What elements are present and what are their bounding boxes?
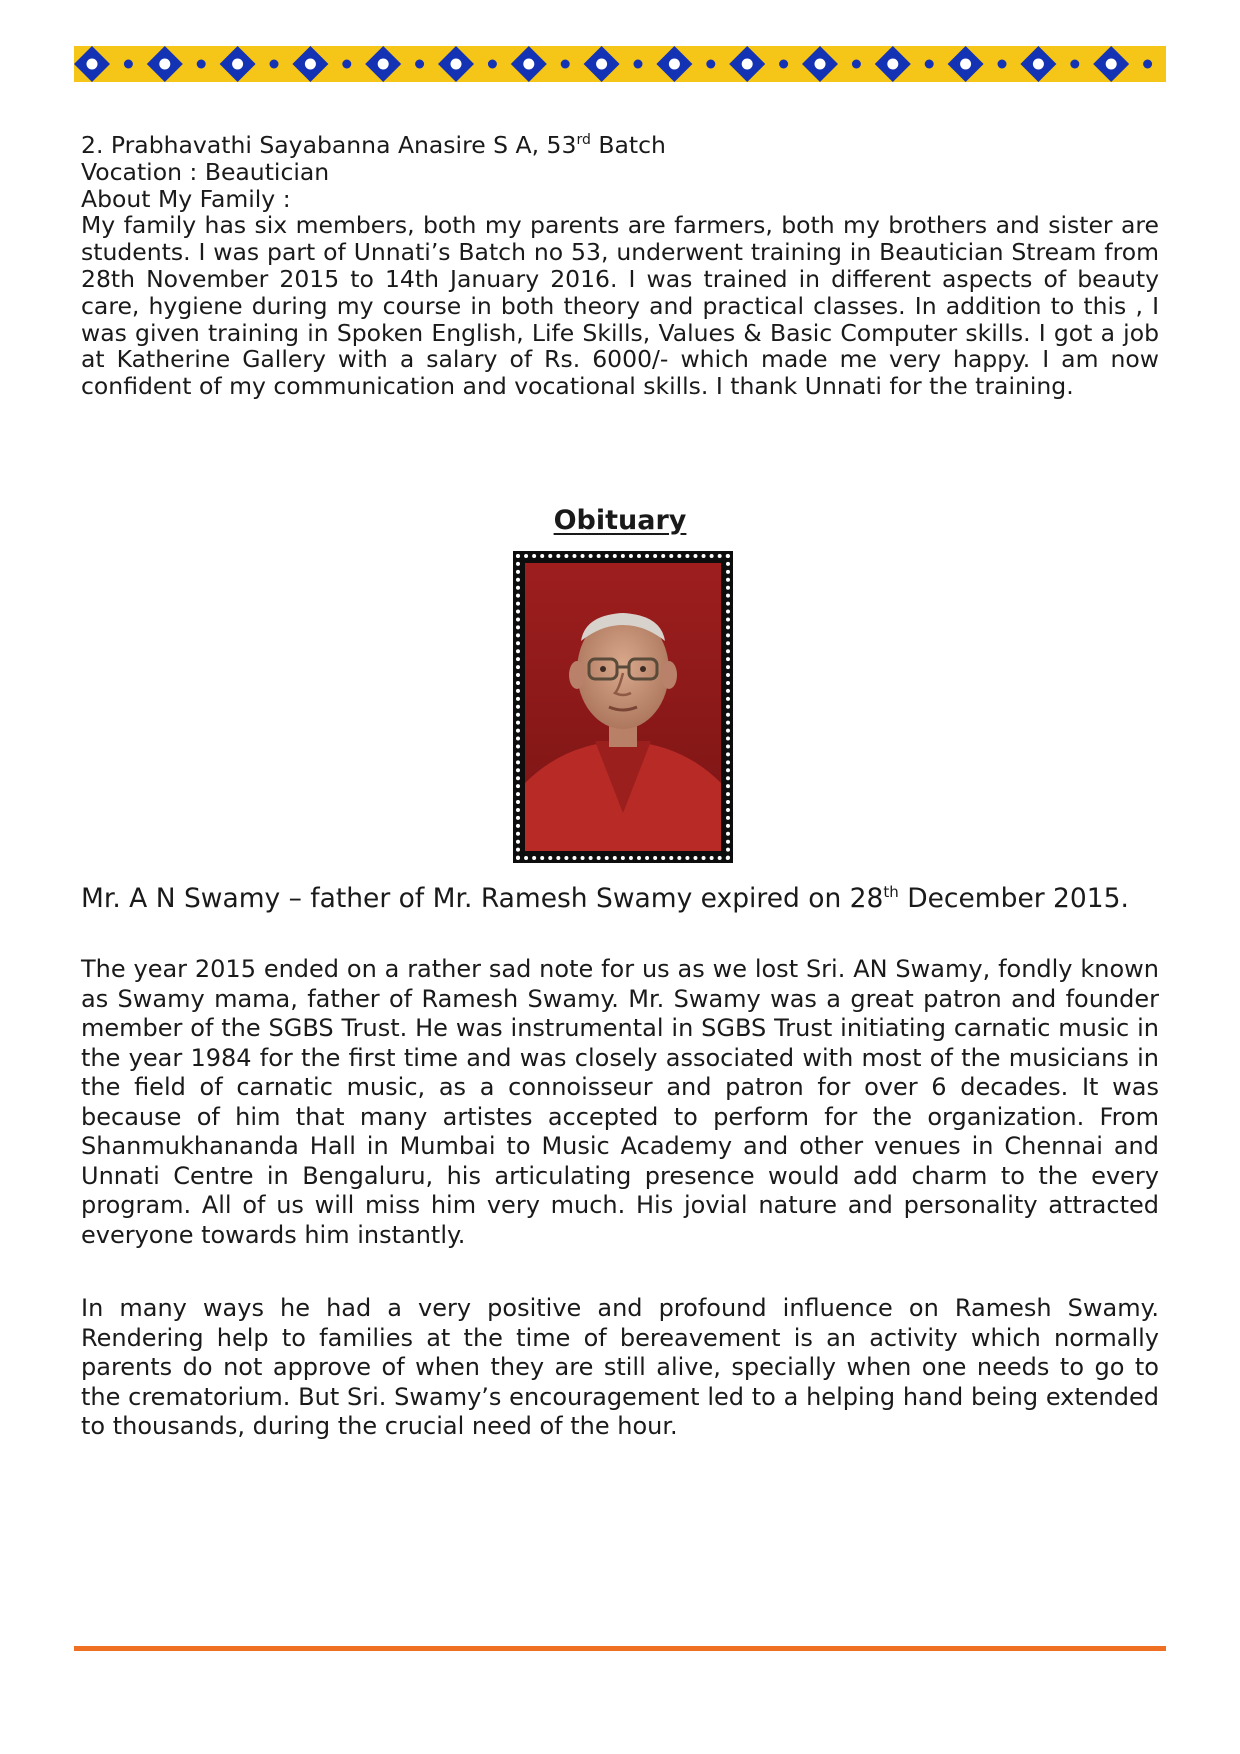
band-dot (779, 60, 788, 69)
ordinal-suffix: rd (576, 132, 591, 149)
footer-rule (74, 1646, 1166, 1651)
band-diamond-dot (596, 59, 607, 70)
band-diamond-dot (378, 59, 389, 70)
heading-date-text: December 2015. (898, 883, 1129, 914)
band-diamond-dot (1106, 59, 1117, 70)
band-diamond-dot (451, 59, 462, 70)
date-ordinal-suffix: th (883, 883, 899, 902)
obituary-title: Obituary (553, 505, 687, 536)
band-dot (634, 60, 643, 69)
heading-text: Mr. A N Swamy – father of Mr. Ramesh Swamy expired on 28 (81, 883, 884, 914)
band-diamond-dot (960, 59, 971, 70)
band-diamond-dot (742, 59, 753, 70)
batch-text: Batch (590, 131, 666, 159)
obituary-paragraph-2: In many ways he had a very positive and profound influence on Ramesh Swamy. Rendering help to families at the time of bereavement is an activity which normally parents do not approve of when they are still alive, specially when one needs to go to the crematorium. But Sri. Swamy’s encouragement led to a helping hand being extended to thousands, during the crucial need of the hour. (81, 1294, 1159, 1440)
vocation-line: Vocation : Beautician (81, 157, 330, 186)
band-diamond-dot (523, 59, 534, 70)
band-diamond-dot (669, 59, 680, 70)
band-dot (124, 60, 133, 69)
band-dot (342, 60, 351, 69)
band-dot (488, 60, 497, 69)
band-dot (1143, 60, 1152, 69)
portrait-photo-frame (513, 551, 733, 863)
band-diamond-dot (1033, 59, 1044, 70)
testimonial-body: My family has six members, both my parents are farmers, both my brothers and sister are students. I was part of Unnati’s Batch no 53, underwent training in Beautician Stream from 28th November 2015 to 14th January 2016. I was trained in different aspects of beauty care, hygiene during my course in both theory and practical classes. In addition to this , I was given training in Spoken English, Life Skills, Values & Basic Computer skills. I got a job at Katherine Gallery with a salary of Rs. 6000/- which made me very happy. I am now confident of my communication and vocational skills. I thank Unnati for the training. (81, 211, 1159, 401)
band-dot (852, 60, 861, 69)
band-dot (270, 60, 279, 69)
band-diamond-dot (815, 59, 826, 70)
band-diamond-dot (159, 59, 170, 70)
band-dot (561, 60, 570, 69)
obituary-heading (81, 882, 1159, 916)
decorative-border-band (74, 46, 1166, 82)
band-diamond-dot (305, 59, 316, 70)
testimonial-block (81, 132, 1159, 400)
testimonial-name-line (81, 132, 1159, 159)
band-diamond-dot (232, 59, 243, 70)
portrait-photo (525, 563, 721, 851)
band-dot (415, 60, 424, 69)
band-diamond-dot (887, 59, 898, 70)
band-diamond-dot (87, 59, 98, 70)
band-dot (1070, 60, 1079, 69)
band-dot (706, 60, 715, 69)
family-label: About My Family : (81, 184, 291, 213)
band-dot (998, 60, 1007, 69)
band-dot (197, 60, 206, 69)
obituary-paragraph-1: The year 2015 ended on a rather sad note for us as we lost Sri. AN Swamy, fondly known as Swamy mama, father of Ramesh Swamy. Mr. Swamy was a great patron and founder member of the SGBS Trust. He was instrumental in SGBS Trust initiating carnatic music in the year 1984 for the first time and was closely associated with most of the musicians in the field of carnatic music, as a connoisseur and patron for over 6 decades. It was because of him that many artistes accepted to perform for the organization. From Shanmukhananda Hall in Mumbai to Music Academy and other venues in Chennai and Unnati Centre in Bengaluru, his articulating presence would add charm to the every program. All of us will miss him very much. His jovial nature and personality attracted everyone towards him instantly. (81, 955, 1159, 1249)
band-dot (925, 60, 934, 69)
name-text: 2. Prabhavathi Sayabanna Anasire S A, 53 (81, 131, 577, 159)
